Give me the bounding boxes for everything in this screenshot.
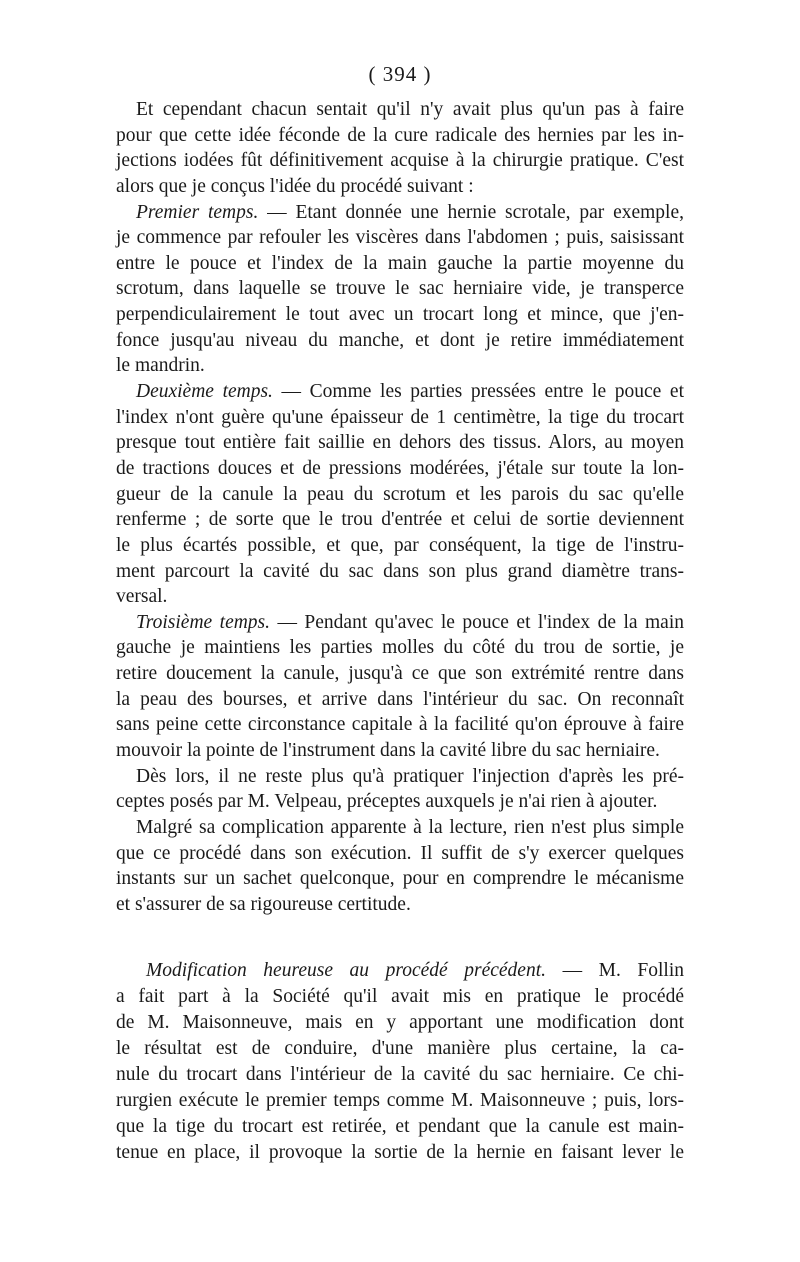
- text-line: presque tout entière fait saillie en dehors des tissus. Alors, au moyen: [116, 432, 684, 454]
- section-gap: [116, 918, 684, 958]
- text-line: et s'assurer de sa rigoureuse certitude.: [116, 893, 411, 915]
- text-line: gueur de la canule la peau du scrotum et les parois du sac qu'elle: [116, 483, 684, 505]
- text-line: le plus écartés possible, et que, par conséquent, la tige de l'instru-: [116, 534, 684, 556]
- text-line: la peau des bourses, et arrive dans l'intérieur du sac. On reconnaît: [116, 688, 684, 710]
- text-line: tenue en place, il provoque la sortie de la hernie en faisant lever le: [116, 1142, 684, 1164]
- text-line: je commence par refouler les viscères dans l'abdomen ; puis, saisissant: [116, 227, 684, 249]
- text-line: ment parcourt la cavité du sac dans son plus grand diamètre trans-: [116, 560, 684, 582]
- text-line: scrotum, dans laquelle se trouve le sac herniaire vide, je transperce: [116, 278, 684, 300]
- text-line: que la tige du trocart est retirée, et pendant que la canule est main-: [116, 1116, 684, 1138]
- text-line: jections iodées fût définitivement acquise à la chirurgie pratique. C'est: [116, 150, 684, 172]
- text-line: de M. Maisonneuve, mais en y apportant une modification dont: [116, 1011, 684, 1033]
- section-first-line: Premier temps. — Etant donnée une hernie scrotale, par exemple,: [136, 201, 685, 223]
- section-first-line: Troisième temps. — Pendant qu'avec le pouce et l'index de la main: [136, 611, 684, 633]
- text-line: a fait part à la Société qu'il avait mis en pratique le procédé: [116, 985, 684, 1007]
- modification-section: [116, 958, 684, 1167]
- text-line: sans peine cette circonstance capitale à la facilité qu'on éprouve à faire: [116, 714, 684, 736]
- text-line: Malgré sa complication apparente à la lecture, rien n'est plus simple: [136, 816, 684, 838]
- text-line: Dès lors, il ne reste plus qu'à pratiquer l'injection d'après les pré-: [136, 765, 684, 787]
- text-line: le mandrin.: [116, 355, 205, 377]
- text-line: instants sur un sachet quelconque, pour en comprendre le mécanisme: [116, 868, 684, 890]
- text-line: gauche je maintiens les parties molles du côté du trou de sortie, je: [116, 637, 684, 659]
- section-first-line: Deuxième temps. — Comme les parties pressées entre le pouce et: [136, 381, 684, 403]
- text-line: que ce procédé dans son exécution. Il suffit de s'y exercer quelques: [116, 842, 684, 864]
- text-line: alors que je conçus l'idée du procédé suivant :: [116, 175, 474, 197]
- text-line: ceptes posés par M. Velpeau, préceptes auxquels je n'ai rien à ajouter.: [116, 791, 658, 813]
- text-line: mouvoir la pointe de l'instrument dans la cavité libre du sac herniaire.: [116, 740, 660, 762]
- text-line: entre le pouce et l'index de la main gauche la partie moyenne du: [116, 252, 684, 274]
- text-line: versal.: [116, 586, 168, 608]
- text-line: rurgien exécute le premier temps comme M. Maisonneuve ; puis, lors-: [116, 1089, 684, 1111]
- text-line: perpendiculairement le tout avec un trocart long et mince, que j'en-: [116, 304, 684, 326]
- text-line: le résultat est de conduire, d'une manière plus certaine, la ca-: [116, 1037, 684, 1059]
- text-line: l'index n'ont guère qu'une épaisseur de 1 centimètre, la tige du trocart: [116, 406, 684, 428]
- text-line: nule du trocart dans l'intérieur de la cavité du sac herniaire. Ce chi-: [116, 1063, 684, 1085]
- text-line: fonce jusqu'au niveau du manche, et dont je retire immédiatement: [116, 329, 684, 351]
- text-line: pour que cette idée féconde de la cure radicale des hernies par les in-: [116, 124, 684, 146]
- section-heading-troisieme: Troisième temps.: [136, 611, 271, 633]
- section-heading-deuxieme: Deuxième temps.: [136, 381, 273, 403]
- section-heading-modification: Modification heureuse au procédé précédent.: [146, 959, 546, 981]
- text-line: de tractions douces et de pressions modérées, j'étale sur toute la lon-: [116, 457, 684, 479]
- text-line: retire doucement la canule, jusqu'à ce que son extrémité rentre dans: [116, 663, 684, 685]
- body-text: [116, 97, 684, 1166]
- text-line: renferme ; de sorte que le trou d'entrée et celui de sortie deviennent: [116, 509, 684, 531]
- text-line: Et cependant chacun sentait qu'il n'y avait plus qu'un pas à faire: [136, 99, 684, 120]
- section-first-line: Modification heureuse au procédé précédent. — M. Follin: [146, 959, 684, 981]
- section-heading-premier: Premier temps.: [136, 201, 259, 223]
- page-number: ( 394 ): [368, 62, 432, 86]
